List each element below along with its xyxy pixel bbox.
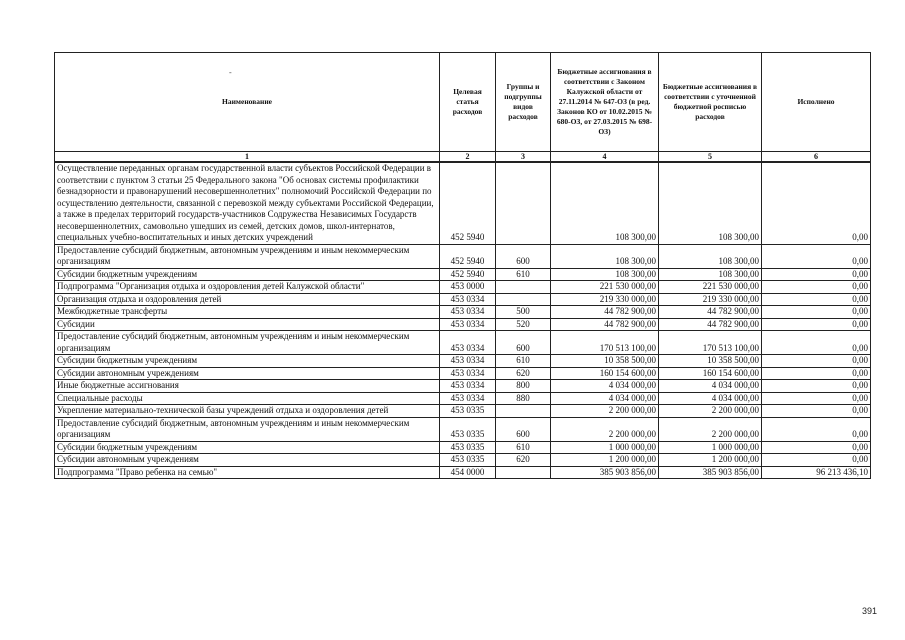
cell-name: Организация отдыха и оздоровления детей — [55, 293, 440, 306]
cell-executed: 0,00 — [762, 244, 871, 268]
cell-name: Субсидии бюджетным учреждениям — [55, 441, 440, 454]
table-row — [55, 380, 871, 393]
cell-budget-refined: 2 200 000,00 — [659, 417, 762, 441]
header-name: Наименование — [55, 53, 440, 152]
cell-budget-law: 44 782 900,00 — [551, 306, 659, 319]
header-executed: Исполнено — [762, 53, 871, 152]
cell-group: 600 — [496, 244, 551, 268]
cell-target: 453 0334 — [440, 293, 496, 306]
cell-budget-refined: 385 903 856,00 — [659, 466, 762, 479]
cell-budget-law: 385 903 856,00 — [551, 466, 659, 479]
cell-name: Укрепление материально-технической базы учреждений отдыха и оздоровления детей — [55, 405, 440, 418]
column-number: 4 — [551, 152, 659, 163]
cell-name: Подпрограмма "Организация отдыха и оздоровления детей Калужской области" — [55, 281, 440, 294]
cell-name: Субсидии автономным учреждениям — [55, 454, 440, 467]
cell-budget-law: 160 154 600,00 — [551, 367, 659, 380]
cell-group: 600 — [496, 331, 551, 355]
cell-budget-law: 1 000 000,00 — [551, 441, 659, 454]
cell-budget-law: 4 034 000,00 — [551, 392, 659, 405]
cell-budget-law: 108 300,00 — [551, 244, 659, 268]
cell-target: 453 0334 — [440, 380, 496, 393]
table-row — [55, 441, 871, 454]
cell-executed: 0,00 — [762, 392, 871, 405]
cell-name: Специальные расходы — [55, 392, 440, 405]
table-row — [55, 268, 871, 281]
cell-budget-refined: 44 782 900,00 — [659, 306, 762, 319]
column-number: 3 — [496, 152, 551, 163]
cell-name: Межбюджетные трансферты — [55, 306, 440, 319]
cell-budget-refined: 108 300,00 — [659, 162, 762, 244]
column-number: 1 — [55, 152, 440, 163]
cell-group: 500 — [496, 306, 551, 319]
cell-name: Субсидии бюджетным учреждениям — [55, 355, 440, 368]
cell-name: Подпрограмма "Право ребенка на семью" — [55, 466, 440, 479]
cell-target: 453 0334 — [440, 355, 496, 368]
cell-executed: 0,00 — [762, 355, 871, 368]
cell-group — [496, 162, 551, 244]
table-row — [55, 466, 871, 479]
cell-budget-refined: 108 300,00 — [659, 244, 762, 268]
cell-target: 453 0334 — [440, 318, 496, 331]
cell-name: Иные бюджетные ассигнования — [55, 380, 440, 393]
cell-group — [496, 405, 551, 418]
cell-executed: 0,00 — [762, 380, 871, 393]
table-row — [55, 367, 871, 380]
cell-budget-law: 108 300,00 — [551, 162, 659, 244]
cell-name: Осуществление переданных органам государственной власти субъектов Российской Федерации в соответствии с пунктом 3 статьи 25 Федерального закона "Об основах системы профилактики безнадзорности и правонарушений несовершеннолетних" полномочий Российской Федерации по осуществлению деятельности, связанной с перевозкой между субъектами Российской Федерации, а также в пределах территорий государств-участников Содружества Независимых Государств несовершеннолетних, самовольно ушедших из семей, детских домов, школ-интернатов, специальных учебно-воспитательных и иных детских учреждений — [55, 162, 440, 244]
header-group: Группы и подгруппы видов расходов — [496, 53, 551, 152]
cell-target: 453 0334 — [440, 306, 496, 319]
cell-group: 620 — [496, 367, 551, 380]
cell-budget-law: 1 200 000,00 — [551, 454, 659, 467]
header-budget-refined: Бюджетные ассигнования в соответствии с уточненной бюджетной росписью расходов — [659, 53, 762, 152]
cell-target: 452 5940 — [440, 244, 496, 268]
page-number: 391 — [861, 606, 877, 616]
cell-executed: 0,00 — [762, 405, 871, 418]
cell-name: Предоставление субсидий бюджетным, автономным учреждениям и иным некоммерческим организациям — [55, 331, 440, 355]
cell-budget-law: 219 330 000,00 — [551, 293, 659, 306]
cell-executed: 0,00 — [762, 318, 871, 331]
cell-name: Предоставление субсидий бюджетным, автономным учреждениям и иным некоммерческим организациям — [55, 244, 440, 268]
cell-executed: 0,00 — [762, 417, 871, 441]
cell-budget-refined: 170 513 100,00 — [659, 331, 762, 355]
cell-group: 620 — [496, 454, 551, 467]
cell-budget-refined: 108 300,00 — [659, 268, 762, 281]
column-number: 5 — [659, 152, 762, 163]
header-target: Целевая статья расходов — [440, 53, 496, 152]
cell-target: 453 0334 — [440, 392, 496, 405]
cell-executed: 0,00 — [762, 162, 871, 244]
cell-executed: 0,00 — [762, 293, 871, 306]
cell-executed: 0,00 — [762, 268, 871, 281]
cell-executed: 0,00 — [762, 306, 871, 319]
column-number: 2 — [440, 152, 496, 163]
budget-table — [54, 52, 871, 479]
cell-budget-refined: 160 154 600,00 — [659, 367, 762, 380]
cell-budget-refined: 221 530 000,00 — [659, 281, 762, 294]
cell-budget-refined: 44 782 900,00 — [659, 318, 762, 331]
cell-group — [496, 281, 551, 294]
cell-group: 610 — [496, 268, 551, 281]
cell-budget-refined: 219 330 000,00 — [659, 293, 762, 306]
cell-executed: 0,00 — [762, 441, 871, 454]
table-row — [55, 244, 871, 268]
cell-budget-law: 170 513 100,00 — [551, 331, 659, 355]
table-header-row — [55, 53, 871, 152]
column-numbers-row — [55, 152, 871, 163]
cell-executed: 0,00 — [762, 281, 871, 294]
cell-group — [496, 466, 551, 479]
cell-executed: 96 213 436,10 — [762, 466, 871, 479]
cell-target: 453 0335 — [440, 405, 496, 418]
cell-budget-law: 2 200 000,00 — [551, 405, 659, 418]
cell-name: Субсидии бюджетным учреждениям — [55, 268, 440, 281]
stray-mark: - — [229, 68, 232, 77]
cell-budget-law: 10 358 500,00 — [551, 355, 659, 368]
cell-group: 520 — [496, 318, 551, 331]
cell-budget-law: 44 782 900,00 — [551, 318, 659, 331]
column-number: 6 — [762, 152, 871, 163]
cell-budget-law: 2 200 000,00 — [551, 417, 659, 441]
cell-target: 452 5940 — [440, 268, 496, 281]
cell-target: 452 5940 — [440, 162, 496, 244]
cell-budget-refined: 4 034 000,00 — [659, 392, 762, 405]
cell-name: Предоставление субсидий бюджетным, автономным учреждениям и иным некоммерческим организациям — [55, 417, 440, 441]
table-row — [55, 392, 871, 405]
cell-target: 453 0335 — [440, 441, 496, 454]
cell-budget-refined: 2 200 000,00 — [659, 405, 762, 418]
cell-target: 453 0334 — [440, 367, 496, 380]
cell-target: 453 0335 — [440, 454, 496, 467]
cell-name: Субсидии автономным учреждениям — [55, 367, 440, 380]
cell-budget-refined: 10 358 500,00 — [659, 355, 762, 368]
table-row — [55, 331, 871, 355]
cell-executed: 0,00 — [762, 331, 871, 355]
table-row — [55, 417, 871, 441]
cell-budget-law: 4 034 000,00 — [551, 380, 659, 393]
cell-group: 880 — [496, 392, 551, 405]
cell-budget-refined: 1 200 000,00 — [659, 454, 762, 467]
cell-budget-refined: 4 034 000,00 — [659, 380, 762, 393]
table-row — [55, 454, 871, 467]
cell-group — [496, 293, 551, 306]
table-row — [55, 318, 871, 331]
cell-group: 610 — [496, 355, 551, 368]
table-row — [55, 405, 871, 418]
cell-target: 453 0334 — [440, 331, 496, 355]
cell-group: 800 — [496, 380, 551, 393]
cell-target: 453 0335 — [440, 417, 496, 441]
table-row — [55, 281, 871, 294]
cell-budget-law: 108 300,00 — [551, 268, 659, 281]
cell-executed: 0,00 — [762, 454, 871, 467]
table-row — [55, 355, 871, 368]
cell-target: 453 0000 — [440, 281, 496, 294]
table-row — [55, 162, 871, 244]
cell-group: 610 — [496, 441, 551, 454]
cell-name: Субсидии — [55, 318, 440, 331]
table-row — [55, 306, 871, 319]
cell-group: 600 — [496, 417, 551, 441]
header-budget-law: Бюджетные ассигнования в соответствии с Законом Калужской области от 27.11.2014 № 647-ОЗ (в ред. Законов КО от 10.02.2015 № 680-ОЗ, от 27.03.2015 № 698-ОЗ) — [551, 53, 659, 152]
cell-budget-refined: 1 000 000,00 — [659, 441, 762, 454]
table-row — [55, 293, 871, 306]
cell-executed: 0,00 — [762, 367, 871, 380]
cell-budget-law: 221 530 000,00 — [551, 281, 659, 294]
cell-target: 454 0000 — [440, 466, 496, 479]
